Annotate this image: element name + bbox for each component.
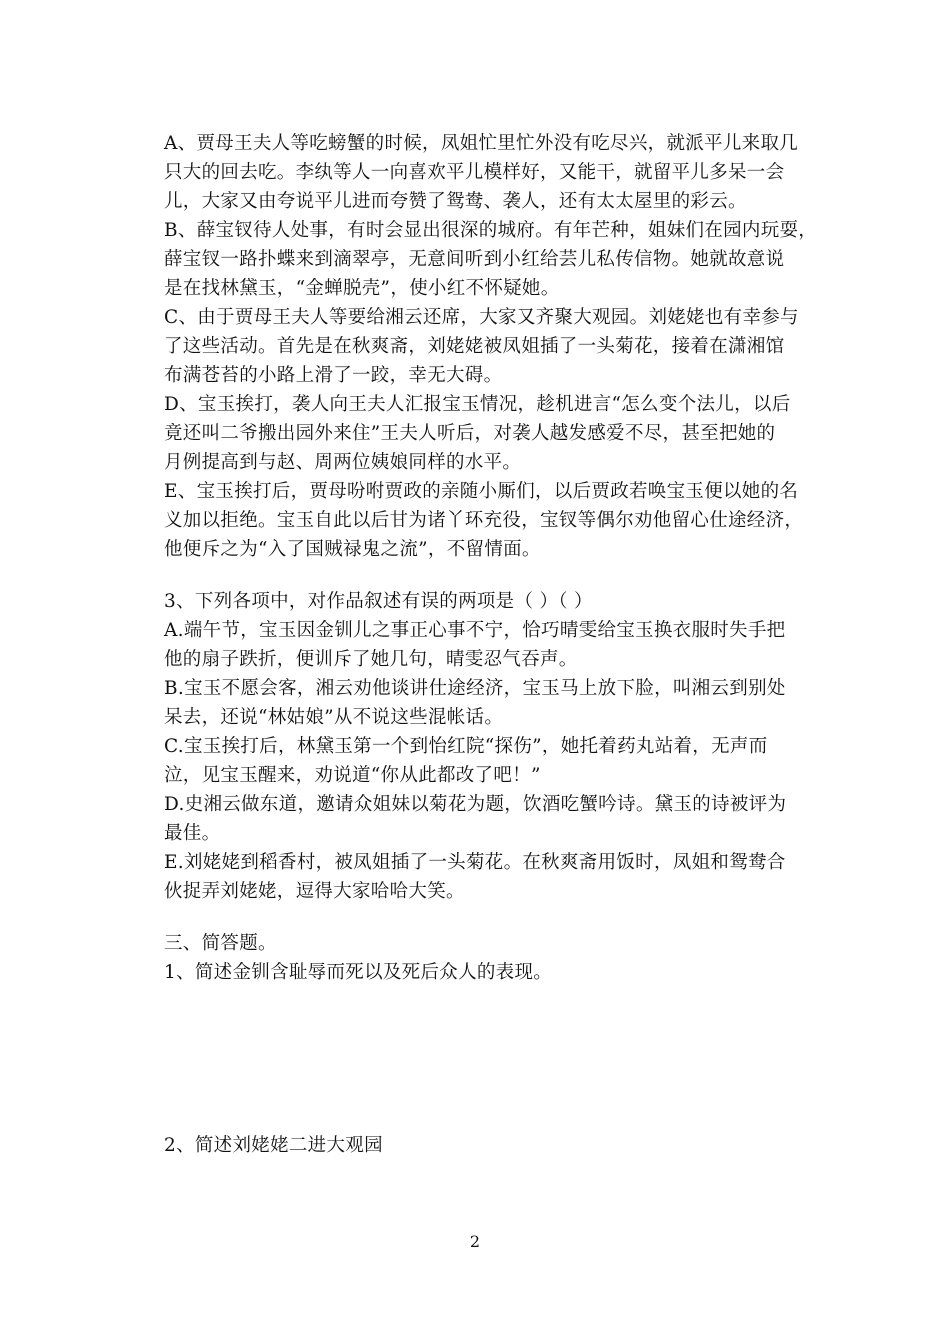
q3-option-d-line-1: D.史湘云做东道，邀请众姐妹以菊花为题，饮酒吃蟹吟诗。黛玉的诗被评为 xyxy=(164,794,787,815)
q3-option-d-line-2: 最佳。 xyxy=(164,823,221,844)
option-c-line-1: C、由于贾母王夫人等要给湘云还席，大家又齐聚大观园。刘姥姥也有幸参与 xyxy=(164,307,799,328)
option-d-line-2: 竟还叫二爷搬出园外来住”王夫人听后，对袭人越发感爱不尽，甚至把她的 xyxy=(164,423,776,444)
option-e-line-3: 他便斥之为“入了国贼禄鬼之流”，不留情面。 xyxy=(164,539,541,560)
option-d-line-3: 月例提高到与赵、周两位姨娘同样的水平。 xyxy=(164,452,522,473)
q3-option-b-line-1: B.宝玉不愿会客，湘云劝他谈讲仕途经济，宝玉马上放下脸，叫湘云到别处 xyxy=(164,678,786,699)
option-c-line-2: 了这些活动。首先是在秋爽斋，刘姥姥被凤姐插了一头菊花，接着在潇湘馆 xyxy=(164,336,785,357)
q3-option-b-line-2: 呆去，还说“林姑娘”从不说这些混帐话。 xyxy=(164,707,504,728)
page-number: 2 xyxy=(469,1232,481,1251)
option-e-line-2: 义加以拒绝。宝玉自此以后甘为诸丫环充役，宝钗等偶尔劝他留心仕途经济， xyxy=(164,510,804,531)
section-3-heading: 三、简答题。 xyxy=(164,933,277,954)
short-answer-question-2: 2、简述刘姥姥二进大观园 xyxy=(164,1135,383,1156)
option-b-line-3: 是在找林黛玉，“金蝉脱壳”，使小红不怀疑她。 xyxy=(164,278,560,299)
option-e-line-1: E、宝玉挨打后，贾母吩咐贾政的亲随小厮们，以后贾政若唤宝玉便以她的名 xyxy=(164,481,799,502)
question-3-stem: 3、下列各项中，对作品叙述有误的两项是（ ）（ ） xyxy=(164,591,593,612)
option-d-line-1: D、宝玉挨打，袭人向王夫人汇报宝玉情况，趁机进言“怎么变个法儿，以后 xyxy=(164,394,791,415)
option-c-line-3: 布满苍苔的小路上滑了一跤，幸无大碍。 xyxy=(164,365,503,386)
option-b-line-2: 薛宝钗一路扑蝶来到滴翠亭，无意间听到小红给芸儿私传信物。她就故意说 xyxy=(164,249,785,270)
q3-option-a-line-1: A.端午节，宝玉因金钏儿之事正心事不宁，恰巧晴雯给宝玉换衣服时失手把 xyxy=(164,620,786,641)
q3-option-e-line-2: 伙捉弄刘姥姥，逗得大家哈哈大笑。 xyxy=(164,881,465,902)
option-a-line-3: 儿，大家又由夸说平儿进而夸赞了鸳鸯、袭人，还有太太屋里的彩云。 xyxy=(164,191,747,212)
q3-option-c-line-2: 泣，见宝玉醒来，劝说道“你从此都改了吧！” xyxy=(164,765,541,786)
option-a-line-2: 只大的回去吃。李纨等人一向喜欢平儿模样好，又能干，就留平儿多呆一会 xyxy=(164,162,785,183)
short-answer-question-1: 1、简述金钏含耻辱而死以及死后众人的表现。 xyxy=(164,962,553,983)
option-b-line-1: B、薛宝钗待人处事，有时会显出很深的城府。有年芒种，姐妹们在园内玩耍， xyxy=(164,220,818,241)
q3-option-a-line-2: 他的扇子跌折，便训斥了她几句，晴雯忍气吞声。 xyxy=(164,649,578,670)
option-a-line-1: A、贾母王夫人等吃螃蟹的时候，凤姐忙里忙外没有吃尽兴，就派平儿来取几 xyxy=(164,133,799,154)
q3-option-c-line-1: C.宝玉挨打后，林黛玉第一个到怡红院“探伤”，她托着药丸站着，无声而 xyxy=(164,736,768,757)
q3-option-e-line-1: E.刘姥姥到稻香村，被凤姐插了一头菊花。在秋爽斋用饭时，凤姐和鸳鸯合 xyxy=(164,852,786,873)
